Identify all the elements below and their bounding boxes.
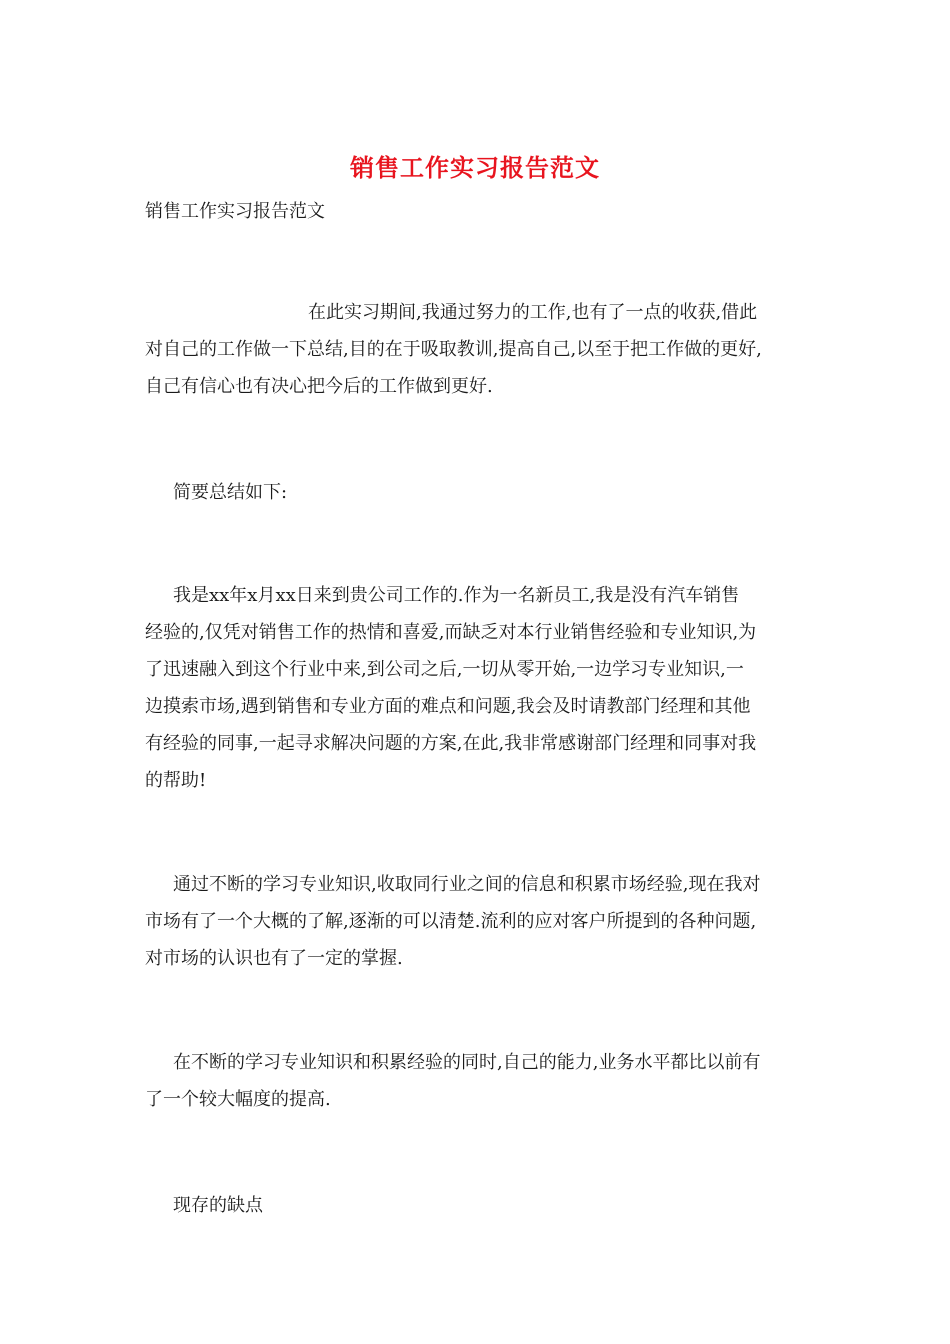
paragraph-summary-heading bbox=[145, 474, 813, 511]
document-subtitle: 销售工作实习报告范文 bbox=[145, 201, 325, 222]
paragraph-line: 简要总结如下: bbox=[173, 482, 288, 503]
paragraph-market-learning bbox=[145, 866, 813, 977]
paragraph-line: 经验的,仅凭对销售工作的热情和喜爱,而缺乏对本行业销售经验和专业知识,为 bbox=[145, 622, 757, 643]
paragraph-line: 对自己的工作做一下总结,目的在于吸取教训,提高自己,以至于把工作做的更好, bbox=[145, 339, 762, 360]
paragraph-line: 通过不断的学习专业知识,收取同行业之间的信息和积累市场经验,现在我对 bbox=[173, 874, 761, 895]
paragraph-shortcomings-heading bbox=[145, 1187, 813, 1224]
paragraph-experience bbox=[145, 577, 813, 799]
paragraph-line: 在此实习期间,我通过努力的工作,也有了一点的收获,借此 bbox=[308, 302, 758, 323]
paragraph-line: 市场有了一个大概的了解,逐渐的可以清楚.流利的应对客户所提到的各种问题, bbox=[145, 911, 757, 932]
paragraph-line: 在不断的学习专业知识和积累经验的同时,自己的能力,业务水平都比以前有 bbox=[173, 1052, 761, 1073]
paragraph-line: 现存的缺点 bbox=[173, 1195, 263, 1216]
paragraph-line: 我是xx年x月xx日来到贵公司工作的.作为一名新员工,我是没有汽车销售 bbox=[173, 585, 740, 606]
paragraph-line: 自己有信心也有决心把今后的工作做到更好. bbox=[145, 376, 493, 397]
paragraph-line: 了迅速融入到这个行业中来,到公司之后,一切从零开始,一边学习专业知识,一 bbox=[145, 659, 744, 680]
paragraph-line: 有经验的同事,一起寻求解决问题的方案,在此,我非常感谢部门经理和同事对我 bbox=[145, 733, 757, 754]
paragraph-line: 对市场的认识也有了一定的掌握. bbox=[145, 948, 403, 969]
paragraph-improvement bbox=[145, 1044, 813, 1118]
document-title: 销售工作实习报告范文 bbox=[350, 153, 600, 182]
paragraph-line: 了一个较大幅度的提高. bbox=[145, 1089, 331, 1110]
paragraph-line: 边摸索市场,遇到销售和专业方面的难点和问题,我会及时请教部门经理和其他 bbox=[145, 696, 751, 717]
paragraph-intro bbox=[145, 294, 813, 405]
paragraph-line: 的帮助! bbox=[145, 770, 207, 791]
